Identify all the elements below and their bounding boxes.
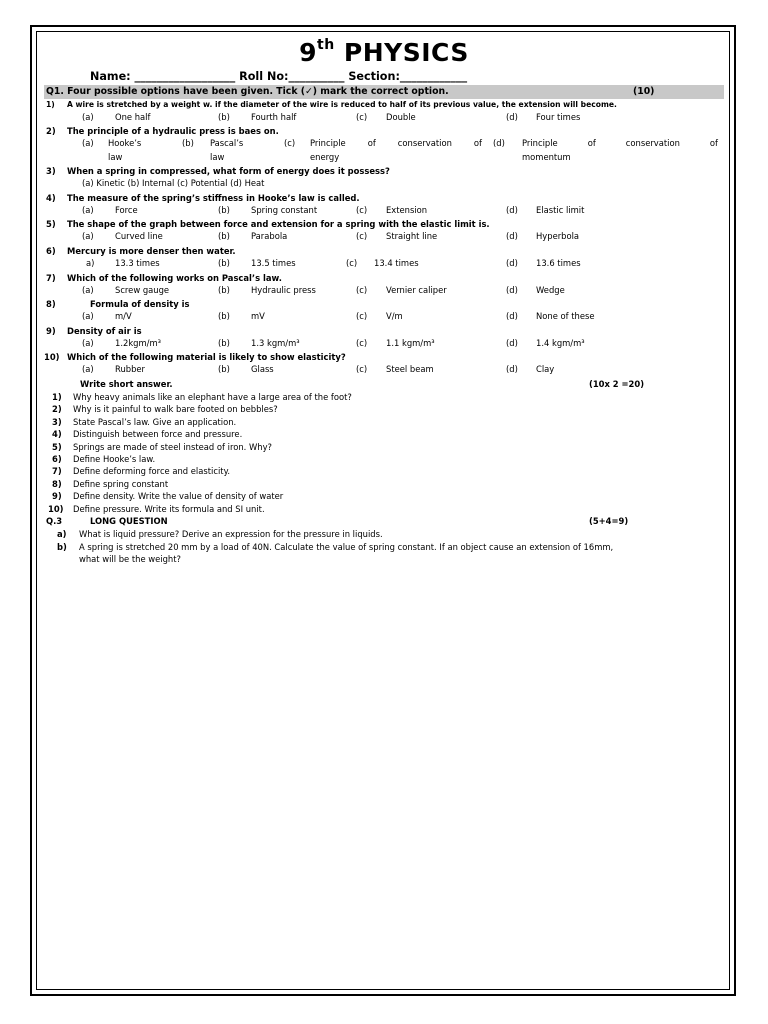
option-text: Hooke’s bbox=[108, 138, 142, 148]
option-text: 1.4 kgm/m³ bbox=[536, 338, 585, 348]
mcq-options: (a) Kinetic (b) Internal (c) Potential (d) Heat bbox=[82, 178, 265, 188]
option-text: Double bbox=[386, 112, 416, 122]
mcq-question: The principle of a hydraulic press is baes on. bbox=[67, 126, 279, 136]
short-question-text: Springs are made of steel instead of iron. Why? bbox=[73, 441, 272, 452]
option-text: Force bbox=[115, 205, 138, 215]
option-letter: (a) bbox=[82, 338, 94, 348]
option-text: 13.5 times bbox=[251, 258, 296, 268]
option-letter: (c) bbox=[356, 311, 368, 321]
option-letter: (c) bbox=[356, 338, 368, 348]
option-text: Steel beam bbox=[386, 364, 434, 374]
mcq-number: 2) bbox=[46, 126, 56, 136]
short-question-text: State Pascal’s law. Give an application. bbox=[73, 416, 237, 427]
long-question-number: b) bbox=[57, 542, 67, 552]
option-letter: (d) bbox=[506, 231, 518, 241]
option-text: Clay bbox=[536, 364, 555, 374]
option-text: Hydraulic press bbox=[251, 285, 316, 295]
option-letter: (d) bbox=[506, 364, 518, 374]
option-letter: (a) bbox=[82, 285, 94, 295]
mcq-number: 6) bbox=[46, 246, 56, 256]
mcq-question: Which of the following material is likely to show elasticity? bbox=[67, 352, 346, 362]
mcq-number: 5) bbox=[46, 219, 56, 229]
option-text: 13.3 times bbox=[115, 258, 160, 268]
option-letter: a) bbox=[86, 258, 95, 268]
option-text: Principle of conservation of bbox=[310, 138, 482, 148]
option-letter: (c) bbox=[356, 285, 368, 295]
option-letter: (d) bbox=[493, 138, 505, 148]
option-text-continued: energy bbox=[310, 152, 340, 162]
option-text-continued: momentum bbox=[522, 152, 571, 162]
option-text: None of these bbox=[536, 311, 595, 321]
option-letter: (d) bbox=[506, 258, 518, 268]
option-letter: (a) bbox=[82, 112, 94, 122]
q3-heading: LONG QUESTION bbox=[90, 516, 168, 526]
long-question-text: A spring is stretched 20 mm by a load of 40N. Calculate the value of spring constant. If an object cause an extension of 16mm, bbox=[79, 542, 614, 552]
option-text: Pascal’s bbox=[210, 138, 244, 148]
option-letter: (b) bbox=[182, 138, 194, 148]
short-question-number: 10) bbox=[48, 503, 64, 514]
short-question-number: 9) bbox=[52, 491, 62, 502]
long-question-text-continued: what will be the weight? bbox=[79, 554, 181, 564]
short-question-number: 5) bbox=[52, 441, 62, 452]
option-letter: (b) bbox=[218, 205, 230, 215]
mcq-question: When a spring in compressed, what form of energy does it possess? bbox=[67, 166, 390, 176]
option-text: Vernier caliper bbox=[386, 285, 447, 295]
option-text: 1.1 kgm/m³ bbox=[386, 338, 435, 348]
option-text: Extension bbox=[386, 205, 428, 215]
option-letter: (d) bbox=[506, 205, 518, 215]
q2-heading: Write short answer. bbox=[80, 379, 173, 389]
option-letter: (b) bbox=[218, 364, 230, 374]
short-question-text: Why heavy animals like an elephant have a large area of the foot? bbox=[73, 392, 352, 402]
option-text: Curved line bbox=[115, 231, 163, 241]
option-letter: (b) bbox=[218, 258, 230, 268]
option-text: m/V bbox=[115, 311, 132, 321]
short-question-text: Define pressure. Write its formula and SI unit. bbox=[73, 503, 265, 514]
q3-number: Q.3 bbox=[46, 516, 63, 526]
option-text: Wedge bbox=[536, 285, 565, 295]
option-letter: (d) bbox=[506, 112, 518, 122]
short-question-number: 1) bbox=[52, 392, 62, 402]
mcq-question: A wire is stretched by a weight w. if the diameter of the wire is reduced to half of its previous value, the extension will become. bbox=[67, 100, 617, 109]
short-question-text: Distinguish between force and pressure. bbox=[73, 429, 243, 440]
short-question-number: 2) bbox=[52, 404, 62, 415]
option-text: Spring constant bbox=[251, 205, 318, 215]
short-question-number: 6) bbox=[52, 454, 62, 464]
header-fields: Name: __________________ Roll No:__________ Section:____________ bbox=[90, 70, 468, 83]
mcq-number: 10) bbox=[44, 352, 60, 362]
option-text: Principle of conservation of bbox=[522, 138, 718, 148]
short-question-text: Define deforming force and elasticity. bbox=[73, 466, 230, 477]
mcq-number: 4) bbox=[46, 193, 56, 203]
option-text: Hyperbola bbox=[536, 231, 580, 241]
option-letter: (b) bbox=[218, 231, 230, 241]
option-letter: (c) bbox=[356, 205, 368, 215]
option-text: Screw gauge bbox=[115, 285, 170, 295]
option-letter: (c) bbox=[284, 138, 296, 148]
option-letter: (b) bbox=[218, 285, 230, 295]
short-question-text: Define Hooke’s law. bbox=[73, 454, 156, 464]
option-letter: (c) bbox=[356, 231, 368, 241]
option-letter: (a) bbox=[82, 138, 94, 148]
option-letter: (b) bbox=[218, 338, 230, 348]
option-text: Parabola bbox=[251, 231, 288, 241]
option-letter: (c) bbox=[356, 364, 368, 374]
short-question-number: 3) bbox=[52, 416, 62, 427]
option-text: 1.3 kgm/m³ bbox=[251, 338, 300, 348]
mcq-number: 8) bbox=[46, 299, 56, 309]
option-text: Fourth half bbox=[251, 112, 297, 122]
option-text-continued: law bbox=[210, 152, 225, 162]
long-question-text: What is liquid pressure? Derive an expression for the pressure in liquids. bbox=[79, 529, 383, 539]
option-letter: (a) bbox=[82, 205, 94, 215]
mcq-question: The shape of the graph between force and extension for a spring with the elastic limit is. bbox=[67, 219, 490, 229]
option-text: One half bbox=[115, 112, 151, 122]
option-text: mV bbox=[251, 311, 265, 321]
option-text: Glass bbox=[251, 364, 274, 374]
mcq-question: Which of the following works on Pascal’s law. bbox=[67, 273, 282, 283]
short-question-number: 8) bbox=[52, 478, 62, 489]
option-letter: (d) bbox=[506, 311, 518, 321]
mcq-number: 3) bbox=[46, 166, 56, 176]
q1-heading: Q1. Four possible options have been given. Tick (✓) mark the correct option. bbox=[46, 86, 449, 97]
short-question-number: 4) bbox=[52, 429, 62, 440]
option-letter: (b) bbox=[218, 311, 230, 321]
short-question-text: Why is it painful to walk bare footed on bebbles? bbox=[73, 404, 278, 415]
mcq-number: 9) bbox=[46, 326, 56, 336]
mcq-number: 7) bbox=[46, 273, 56, 283]
page-title: 9th PHYSICS bbox=[299, 37, 469, 67]
option-text: Straight line bbox=[386, 231, 438, 241]
option-text: 13.6 times bbox=[536, 258, 581, 268]
mcq-question: Mercury is more denser then water. bbox=[67, 246, 236, 256]
short-question-text: Define density. Write the value of density of water bbox=[73, 491, 284, 502]
option-letter: (b) bbox=[218, 112, 230, 122]
option-letter: (a) bbox=[82, 364, 94, 374]
option-letter: (c) bbox=[356, 112, 368, 122]
mcq-question: Density of air is bbox=[67, 326, 142, 336]
q2-marks: (10x 2 =20) bbox=[589, 379, 645, 389]
mcq-question: Formula of density is bbox=[90, 299, 190, 309]
option-letter: (c) bbox=[346, 258, 358, 268]
option-letter: (d) bbox=[506, 285, 518, 295]
option-letter: (a) bbox=[82, 311, 94, 321]
option-letter: (d) bbox=[506, 338, 518, 348]
q3-marks: (5+4=9) bbox=[589, 516, 629, 526]
mcq-question: The measure of the spring’s stiffness in Hooke’s law is called. bbox=[67, 193, 360, 203]
option-text: 1.2kgm/m³ bbox=[115, 338, 161, 348]
option-text: V/m bbox=[386, 311, 403, 321]
option-text: Elastic limit bbox=[536, 205, 585, 215]
option-letter: (a) bbox=[82, 231, 94, 241]
option-text: Four times bbox=[536, 112, 581, 122]
option-text: 13.4 times bbox=[374, 258, 419, 268]
long-question-number: a) bbox=[57, 529, 67, 539]
option-text-continued: law bbox=[108, 152, 123, 162]
short-question-number: 7) bbox=[52, 466, 62, 477]
mcq-number: 1) bbox=[46, 100, 55, 109]
q1-marks: (10) bbox=[633, 86, 655, 97]
short-question-text: Define spring constant bbox=[73, 478, 169, 489]
option-text: Rubber bbox=[115, 364, 145, 374]
